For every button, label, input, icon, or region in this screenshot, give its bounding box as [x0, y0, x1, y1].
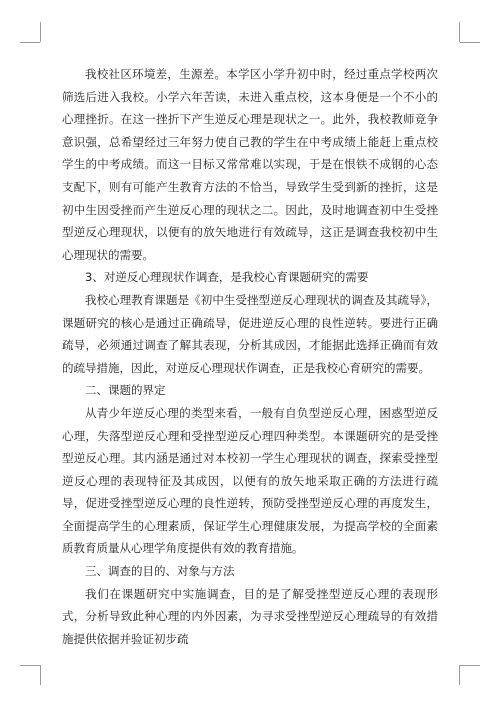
- crop-mark-bottom-left-vertical: [40, 665, 41, 685]
- paragraph-purpose: 我们在课题研究中实施调查，目的是了解受挫型逆反心理的表现形式，分析导致此种心理的内外因素，为寻求受挫型逆反心理疏导的有效措施提供依据并验证初步疏: [62, 586, 438, 646]
- document-body: [62, 63, 438, 650]
- crop-mark-bottom-left-horizontal: [20, 665, 40, 666]
- crop-mark-top-left-horizontal: [20, 42, 40, 43]
- paragraph-research-topic: 我校心理教育课题是《初中生受挫型逆反心理现状的调查及其疏导》，课题研究的核心是通过正确疏导，促进逆反心理的良性逆转。要进行正确疏导，必须通过调查了解其表现，分析其成因，才能据此选择正确而有效的疏导措施，因此，对逆反心理现状作调查，正是我校心育研究的需要。: [62, 292, 438, 375]
- heading-topic-definition: 二、课题的界定: [85, 383, 166, 398]
- heading-survey-need: 3、对逆反心理现状作调查，是我校心育课题研究的需要: [85, 270, 369, 285]
- paragraph-definition: 从青少年逆反心理的类型来看，一般有自负型逆反心理，困惑型逆反心理，失落型逆反心理和受挫型逆反心理四种类型。本课题研究的是受挫型逆反心理。其内涵是通过对本校初一学生心理现状的调查，探索受挫型逆反心理的表现特征及其成因，以便有的放矢地采取正确的方法进行疏导，促进受挫型逆反心理的良性逆转，预防受挫型逆反心理的再度发生，全面提高学生的心理素质，保证学生心理健康发展，为提高学校的全面素质教育质量从心理学角度提供有效的教育措施。: [62, 405, 438, 556]
- heading-purpose-method: 三、调查的目的、对象与方法: [85, 564, 235, 579]
- crop-mark-bottom-right-horizontal: [460, 665, 480, 666]
- crop-mark-top-right-horizontal: [460, 42, 480, 43]
- paragraph-school-environment: 我校社区环境差，生源差。本学区小学升初中时，经过重点学校两次筛选后进入我校。小学六年苦读，未进入重点校，这本身便是一个不小的心理挫折。在这一挫折下产生逆反心理是现状之一。此外，我校教师竞争意识强，总希望经过三年努力使自己教的学生在中考成绩上能赶上重点校学生的中考成绩。而这一目标又常常难以实现，于是在恨铁不成钢的心态支配下，则有可能产生教育方法的不恰当，导致学生受到新的挫折，这是初中生因受挫而产生逆反心理的现状之二。因此，及时地调查初中生受挫型逆反心理现状，以便有的放矢地进行有效疏导，这正是调查我校初中生心理现状的需要。: [62, 67, 438, 262]
- crop-mark-bottom-right-vertical: [459, 665, 460, 685]
- crop-mark-top-right-vertical: [459, 22, 460, 42]
- crop-mark-top-left-vertical: [40, 22, 41, 42]
